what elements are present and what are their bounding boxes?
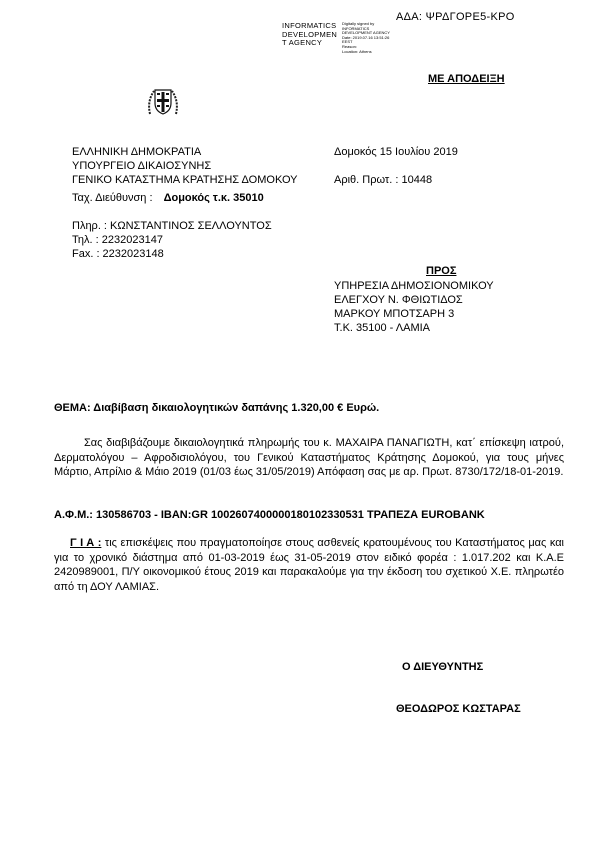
gia-label: Γ Ι Α : bbox=[70, 537, 102, 549]
signature-title: Ο ΔΙΕΥΘΥΝΤΗΣ bbox=[402, 661, 484, 673]
recipient-line-1: ΥΠΗΡΕΣΙΑ ΔΗΜΟΣΙΟΝΟΜΙΚΟΥ bbox=[334, 280, 494, 292]
signature-name: ΘΕΟΔΩΡΟΣ ΚΩΣΤΑΡΑΣ bbox=[396, 703, 521, 715]
stamp-details: Digitally signed by INFORMATICS DEVELOPMENT AGENCY Date: 2019.07.16 13:51:26 EEST Reason: Location: Athens bbox=[342, 21, 390, 54]
recipient-label: ΠΡΟΣ bbox=[426, 265, 457, 277]
receipt-label: ΜΕ ΑΠΟΔΕΙΞΗ bbox=[428, 73, 505, 85]
greek-emblem-icon bbox=[146, 84, 180, 118]
recipient-line-2: ΕΛΕΓΧΟΥ Ν. ΦΘΙΩΤΙΔΟΣ bbox=[334, 294, 463, 306]
address-label: Ταχ. Διεύθυνση : bbox=[72, 192, 153, 204]
body-paragraph-1: Σας διαβιβάζουμε δικαιολογητικά πληρωμής του κ. ΜΑΧΑΙΡΑ ΠΑΝΑΓΙΩΤΗ, κατ΄ επίσκεψη ιατρού, Δερματολόγου – Αφροδισιολόγου, του Γενικού Καταστήματος Κράτησης Δομοκού, για τους μήνες Μάρτιο, Απρίλιο & Μάιο 2019 (01/03 έως 31/05/2019) Απόφαση σας με αρ. Πρωτ. 8730/172/18-01-2019. bbox=[54, 437, 564, 478]
address-row bbox=[72, 191, 264, 205]
fax-number: Fax. : 2232023148 bbox=[72, 248, 164, 260]
document-date: Δομοκός 15 Ιουλίου 2019 bbox=[334, 146, 458, 158]
sender-line-3: ΓΕΝΙΚΟ ΚΑΤΑΣΤΗΜΑ ΚΡΑΤΗΣΗΣ ΔΟΜΟΚΟΥ bbox=[72, 174, 298, 186]
address-value: Δομοκός τ.κ. 35010 bbox=[163, 192, 264, 204]
gia-text: τις επισκέψεις που πραγματοποίησε στους ασθενείς κρατουμένους του Καταστήματος μας και για το χρονικό διάστημα από 01-03-2019 έως 31-05-2019 στον ειδικό φορέα : 1.017.202 και Κ.Α.Ε 2420989001, Π/Υ οικονομικού έτους 2019 και παρακαλούμε για την έκδοση του σχετικού Χ.Ε. πληρωτέο από τη ΔΟΥ ΛΑΜΙΑΣ. bbox=[54, 537, 564, 593]
info-contact: Πληρ. : ΚΩΝΣΤΑΝΤΙΝΟΣ ΣΕΛΛΟΥΝΤΟΣ bbox=[72, 220, 272, 232]
sender-line-1: ΕΛΛΗΝΙΚΗ ΔΗΜΟΚΡΑΤΙΑ bbox=[72, 146, 202, 158]
stamp-org-name: INFORMATICS DEVELOPMEN T AGENCY bbox=[282, 21, 338, 47]
body-paragraph-2 bbox=[54, 536, 564, 594]
protocol-number: Αριθ. Πρωτ. : 10448 bbox=[334, 174, 433, 186]
recipient-line-4: Τ.Κ. 35100 - ΛΑΜΙΑ bbox=[334, 322, 431, 334]
subject-line: ΘΕΜΑ: Διαβίβαση δικαιολογητικών δαπάνης 1.320,00 € Ευρώ. bbox=[54, 402, 380, 414]
digital-signature-stamp bbox=[282, 22, 412, 54]
recipient-line-3: ΜΑΡΚΟΥ ΜΠΟΤΣΑΡΗ 3 bbox=[334, 308, 455, 320]
sender-line-2: ΥΠΟΥΡΓΕΙΟ ΔΙΚΑΙΟΣΥΝΗΣ bbox=[72, 160, 212, 172]
phone-number: Τηλ. : 2232023147 bbox=[72, 234, 163, 246]
ada-code: ΑΔΑ: ΨΡΔΓΟΡΕ5-ΚΡΟ bbox=[396, 11, 515, 23]
tax-iban-line: Α.Φ.Μ.: 130586703 - IBAN:GR 1002607400000180102330531 ΤΡΑΠΕΖΑ EUROBANK bbox=[54, 509, 485, 521]
